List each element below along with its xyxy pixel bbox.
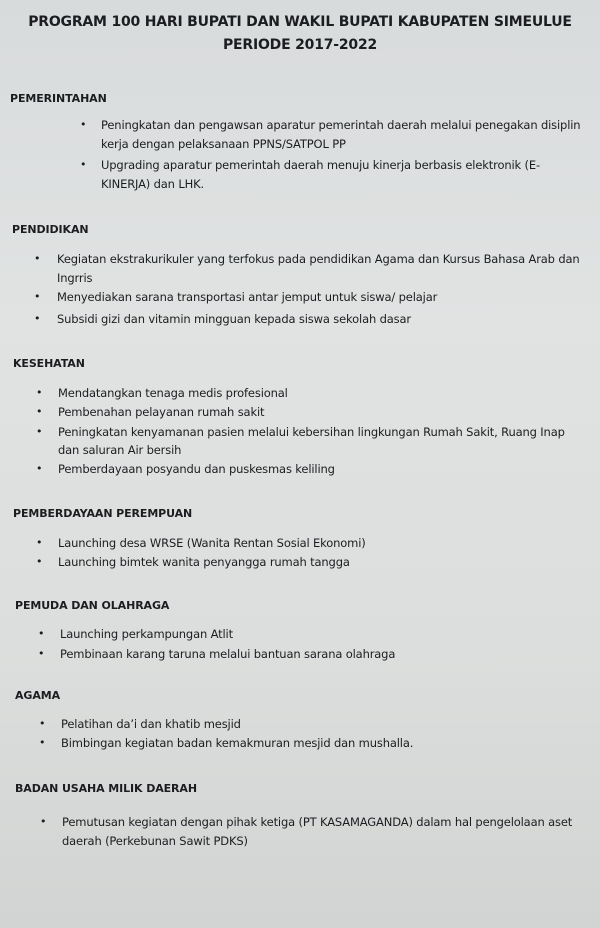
list-item-text: Menyediakan sarana transportasi antar jemput untuk siswa/ pelajar <box>57 290 438 304</box>
list-item-text: Subsidi gizi dan vitamin mingguan kepada siswa sekolah dasar <box>57 312 411 326</box>
bullet-marker: • <box>34 252 41 265</box>
list-item-text: Pembinaan karang taruna melalui bantuan sarana olahraga <box>60 647 396 661</box>
list-item-text: kerja dengan pelaksanaan PPNS/SATPOL PP <box>101 137 346 151</box>
list-item-text: Launching perkampungan Atlit <box>60 627 233 641</box>
bullet-marker: • <box>36 405 43 418</box>
bullet-marker: • <box>34 312 41 325</box>
section-heading-badan-usaha-milik-daerah: BADAN USAHA MILIK DAERAH <box>15 782 197 795</box>
list-item-text: Launching bimtek wanita penyangga rumah tangga <box>58 555 350 569</box>
section-heading-pendidikan: PENDIDIKAN <box>12 223 89 236</box>
bullet-marker: • <box>80 118 87 131</box>
list-item-text: Kegiatan ekstrakurikuler yang terfokus pada pendidikan Agama dan Kursus Bahasa Arab dan <box>57 252 580 266</box>
bullet-marker: • <box>36 462 43 475</box>
bullet-marker: • <box>40 815 47 828</box>
bullet-marker: • <box>39 736 46 749</box>
list-item-text: Pemberdayaan posyandu dan puskesmas keliling <box>58 462 335 476</box>
bullet-marker: • <box>39 717 46 730</box>
list-item-text: Ingrris <box>57 271 93 285</box>
section-heading-agama: AGAMA <box>15 689 61 702</box>
list-item-text: KINERJA) dan LHK. <box>101 177 204 191</box>
list-item-text: Upgrading aparatur pemerintah daerah menuju kinerja berbasis elektronik (E- <box>101 158 540 172</box>
bullet-marker: • <box>36 536 43 549</box>
list-item-text: Pelatihan da’i dan khatib mesjid <box>61 717 241 731</box>
document-title-line-2: PERIODE 2017-2022 <box>222 37 378 53</box>
list-item-text: Mendatangkan tenaga medis profesional <box>58 386 288 400</box>
list-item-text: Launching desa WRSE (Wanita Rentan Sosial Ekonomi) <box>58 536 366 550</box>
bullet-marker: • <box>38 647 45 660</box>
list-item-text: Pemutusan kegiatan dengan pihak ketiga (PT KASAMAGANDA) dalam hal pengelolaan aset <box>62 815 573 829</box>
bullet-marker: • <box>38 627 45 640</box>
list-item-text: Peningkatan dan pengawsan aparatur pemerintah daerah melalui penegakan disiplin <box>101 118 581 132</box>
document-title-line-1: PROGRAM 100 HARI BUPATI DAN WAKIL BUPATI KABUPATEN SIMEULUE <box>28 14 572 30</box>
section-heading-pemerintahan: PEMERINTAHAN <box>10 92 107 105</box>
list-item-text: Pembenahan pelayanan rumah sakit <box>58 405 265 419</box>
section-heading-pemuda-dan-olahraga: PEMUDA DAN OLAHRAGA <box>15 599 170 612</box>
bullet-marker: • <box>36 555 43 568</box>
list-item-text: dan saluran Air bersih <box>58 443 182 457</box>
list-item-text: Peningkatan kenyamanan pasien melalui kebersihan lingkungan Rumah Sakit, Ruang Inap <box>58 425 565 439</box>
bullet-marker: • <box>36 425 43 438</box>
bullet-marker: • <box>80 158 87 171</box>
list-item-text: daerah (Perkebunan Sawit PDKS) <box>62 834 248 848</box>
list-item-text: Bimbingan kegiatan badan kemakmuran mesjid dan mushalla. <box>61 736 414 750</box>
section-heading-pemberdayaan-perempuan: PEMBERDAYAAN PEREMPUAN <box>13 507 193 520</box>
bullet-marker: • <box>34 290 41 303</box>
section-heading-kesehatan: KESEHATAN <box>13 357 85 370</box>
bullet-marker: • <box>36 386 43 399</box>
